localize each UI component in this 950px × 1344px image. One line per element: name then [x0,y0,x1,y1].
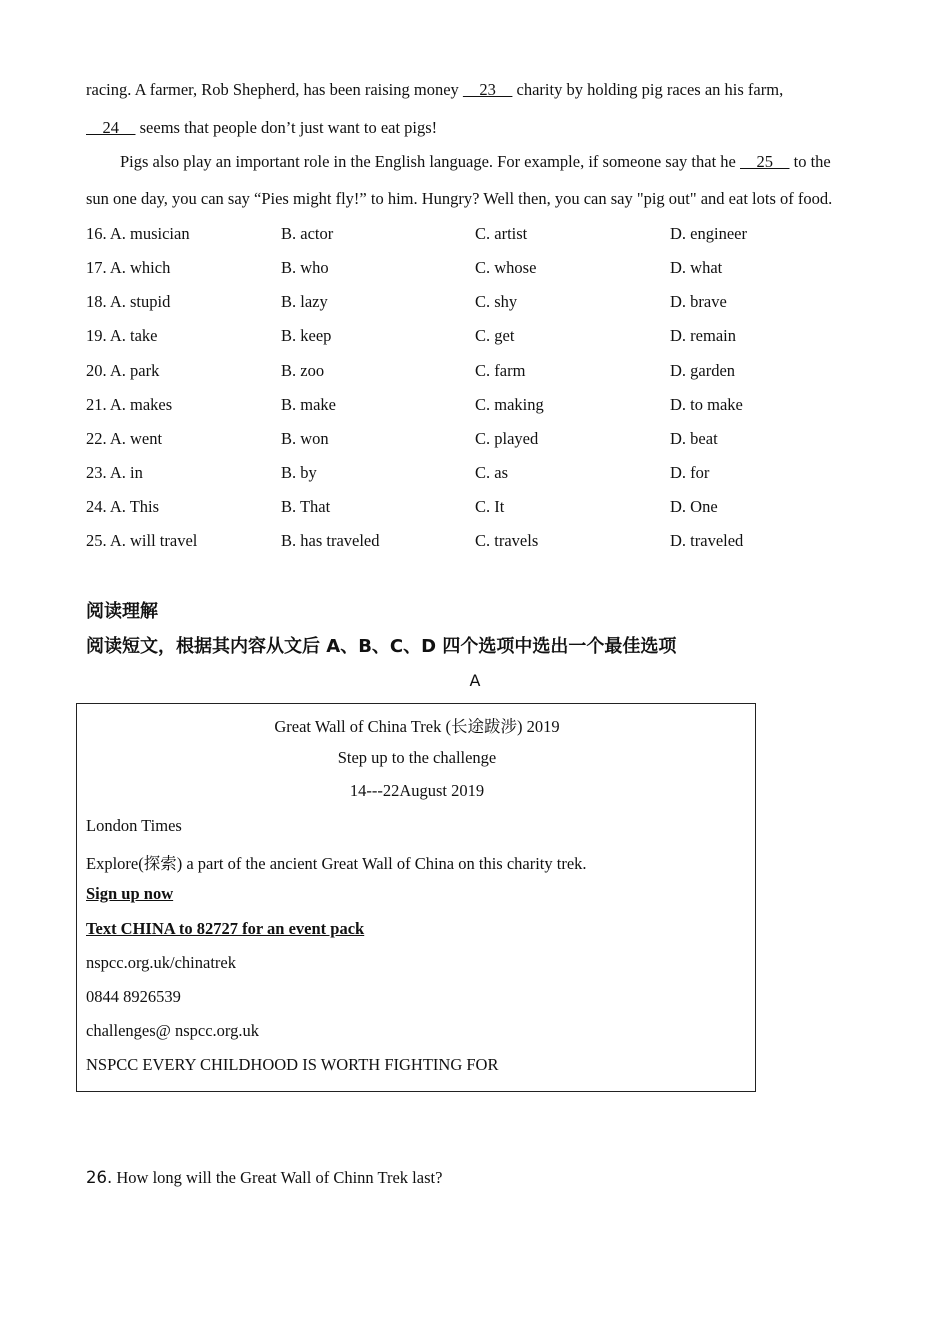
option-a: 23. A. in [86,463,143,482]
option-b: B. won [281,429,329,448]
ad-source: London Times [86,816,182,835]
option-d: D. what [670,258,723,277]
option-d: D. to make [670,395,743,414]
option-b: B. That [281,497,331,516]
option-a: 18. A. stupid [86,292,171,311]
passage-text: seems that people don’t just want to eat pigs! [135,118,438,137]
signup-link: Sign up now [86,884,174,903]
passage-line-2 [86,118,437,138]
blank-23: 23 [462,80,513,99]
section-title: 阅读理解 [86,601,158,622]
option-row-22 [86,429,866,453]
option-c: C. whose [475,258,537,277]
option-row-17 [86,258,866,282]
option-c: C. artist [475,224,528,243]
question-number: 26. [86,1168,113,1187]
option-c: C. travels [475,531,539,550]
ad-website: nspcc.org.uk/chinatrek [86,953,236,972]
option-d: D. beat [670,429,718,448]
option-row-24 [86,497,866,521]
option-d: D. traveled [670,531,744,550]
option-b: B. by [281,463,317,482]
option-a: 21. A. makes [86,395,173,414]
ad-box [76,703,756,1092]
option-row-20 [86,361,866,385]
passage-line-3 [120,152,831,172]
blank-25: 25 [740,152,790,171]
option-row-19 [86,326,866,350]
option-b: B. has traveled [281,531,380,550]
option-b: B. lazy [281,292,328,311]
option-c: C. farm [475,361,526,380]
ad-phone: 0844 8926539 [86,987,181,1006]
option-row-21 [86,395,866,419]
passage-text: racing. A farmer, Rob Shepherd, has been raising money [86,80,463,99]
option-a: 17. A. which [86,258,171,277]
option-c: C. get [475,326,515,345]
option-row-18 [86,292,866,316]
option-b: B. keep [281,326,332,345]
option-d: D. garden [670,361,736,380]
option-d: D. One [670,497,718,516]
passage-line-4: sun one day, you can say “Pies might fly!” to him. Hungry? Well then, you can say "pig out" and eat lots of food. [86,189,833,208]
option-a: 25. A. will travel [86,531,198,550]
option-c: C. played [475,429,539,448]
text-china-link: Text CHINA to 82727 for an event pack [86,919,365,938]
ad-slogan: NSPCC EVERY CHILDHOOD IS WORTH FIGHTING FOR [86,1055,499,1074]
ad-email: challenges@ nspcc.org.uk [86,1021,259,1040]
option-c: C. It [475,497,505,516]
option-a: 22. A. went [86,429,163,448]
option-row-25 [86,531,866,555]
option-d: D. brave [670,292,727,311]
option-a: 16. A. musician [86,224,190,243]
passage-label: A [469,671,481,690]
option-b: B. make [281,395,336,414]
option-d: D. engineer [670,224,747,243]
ad-explore: Explore(探索) a part of the ancient Great Wall of China on this charity trek. [86,854,587,873]
ad-subtitle: Step up to the challenge [337,748,497,767]
option-d: D. for [670,463,710,482]
option-b: B. zoo [281,361,325,380]
blank-24: 24 [86,118,136,137]
option-row-16 [86,224,866,248]
option-a: 24. A. This [86,497,160,516]
passage-text: charity by holding pig races an his farm, [512,80,784,99]
ad-dates: 14---22August 2019 [349,781,485,800]
question-text: How long will the Great Wall of Chinn Trek last? [112,1168,443,1187]
passage-line-1 [86,80,783,100]
question-26 [86,1168,442,1188]
passage-text: Pigs also play an important role in the English language. For example, if someone say that he [120,152,740,171]
option-d: D. remain [670,326,736,345]
instruction: 阅读短文，根据其内容从文后 A、B、C、D 四个选项中选出一个最佳选项 [86,636,677,657]
option-b: B. who [281,258,329,277]
option-b: B. actor [281,224,334,243]
option-c: C. shy [475,292,518,311]
ad-title: Great Wall of China Trek (长途跋涉) 2019 [274,717,560,736]
option-a: 19. A. take [86,326,158,345]
option-c: C. making [475,395,544,414]
option-row-23 [86,463,866,487]
option-c: C. as [475,463,508,482]
option-a: 20. A. park [86,361,160,380]
passage-text: to the [789,152,831,171]
